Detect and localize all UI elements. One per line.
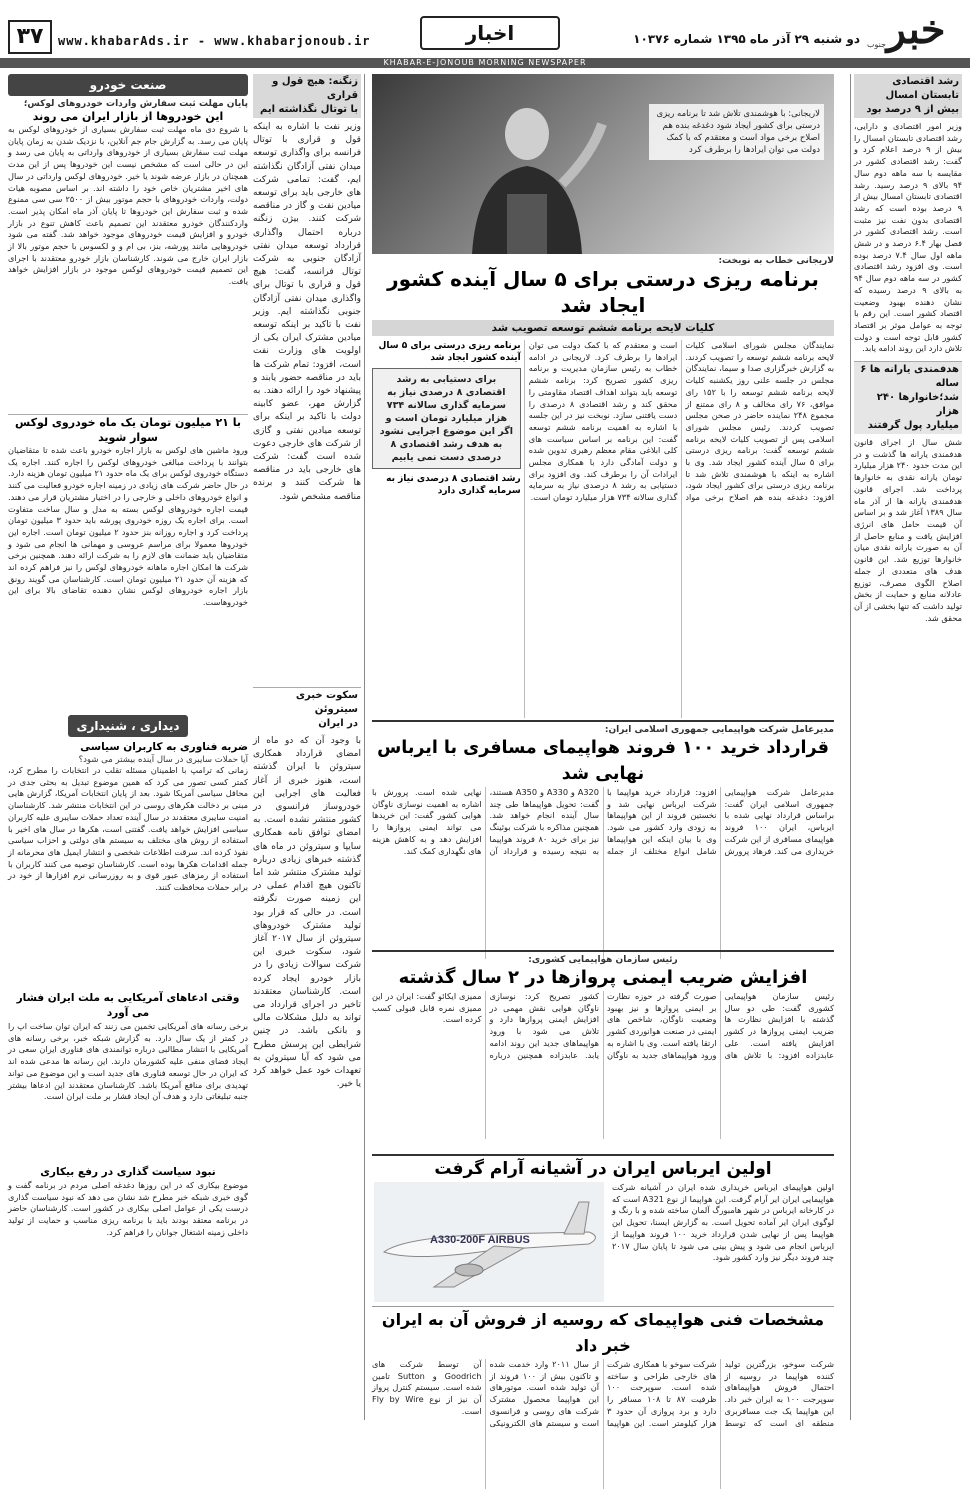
left-a1-headline: این خودروها از بازار ایران می روند — [32, 110, 224, 123]
left-b1-headline: ضربه فناوری به کاربران سیاسی — [80, 741, 248, 753]
left-a2-headline: با ۲۱ میلیون تومان یک ماه خودروی لوکس سوار شوید — [8, 414, 248, 445]
airbus-body-columns — [372, 787, 834, 959]
photo-caption: لاریجانی: با هوشمندی تلاش شد تا برنامه ریزی درستی برای کشور ایجاد شود دغدغه بنده هم اصلاح برخی مواد است و معتقدم که با کمک دولت می توان ایرادها را برطرف کرد — [649, 104, 824, 160]
logo-subtitle: جنوب — [866, 40, 886, 49]
section-title: اخبار — [420, 16, 560, 50]
divider — [372, 720, 834, 722]
section-tab-auto: صنعت خودرو — [8, 74, 248, 96]
airbus-plane-image — [374, 1182, 604, 1302]
speaker-figure-image — [452, 94, 602, 254]
right-article-2-title-line3: میلیارد پول گرفتند — [867, 420, 959, 432]
left-b2-body: برخی رسانه های آمریکایی تخمین می زنند که ایران توان ساخت اپ را در کمتر از یک سال دارد. به گزارش شبکه خبر، برخی رسانه های آمریکایی با انتشار مطالبی درباره توانمندی های فناوری ایران سعی در ایجاد فضای منفی علیه کشورمان دارند. این رسانه ها مدعی شده اند که ایران در حال توسعه فناوری های جدید است و این موضوع می تواند تهدیدی برای منافع آمریکا باشد. کارشناسان معتقدند این ادعاها بیشتر جنبه تبلیغاتی دارد و هدف آن ایجاد فشار بر ملت ایران است. — [8, 1021, 248, 1102]
center-column — [372, 74, 835, 1428]
lead-article — [372, 256, 834, 718]
middle-article-1-title-line1: زنگنه: هیچ قول و قراری — [272, 76, 358, 101]
safety-kicker: رئیس سازمان هواپیمایی کشوری: — [528, 955, 678, 965]
left-b1-body: زمانی که ترامپ با اطمینان مسئله تقلب در انتخابات را مطرح کرد، کمتر کسی تصور می کرد که همین موضوع تبدیل به بحثی جدی در محافل سیاسی آمریکا شود. بعد از پایان انتخابات آمریکا، گزارش هایی مبنی بر دخالت هکرهای روسی در این انتخابات منتشر شد. کارشناسان امنیت سایبری معتقدند در سال آینده تعداد حملات سایبری علیه کاربران سیاسی افزایش خواهد یافت. گفتنی است، هکرها در سال های اخیر با استفاده از روش های مختلف به سیستم های دولتی و احزاب سیاسی نفوذ کرده اند. سرقت اطلاعات شخصی و انتشار ایمیل های محرمانه از جمله اقدامات هکرها بوده است. کارشناسان توصیه می کنند کاربران با استفاده از رمزهای عبور قوی و به روزرسانی نرم افزارها از خود در برابر حملات محافظت کنند. — [8, 765, 248, 893]
left-b2-headline: وقتی ادعاهای آمریکایی به ملت ایران فشار می آورد — [16, 992, 240, 1019]
date-line: دو شنبه ۲۹ آذر ماه ۱۳۹۵ شماره ۱۰۳۷۶ — [633, 32, 860, 46]
masthead — [0, 0, 970, 70]
lead-pull-quote: برای دستیابی به رشد اقتصادی ۸ درصدی نیاز به سرمایه گذاری سالانه ۷۳۴ هزار میلیارد تومان است و اگر این موضوع اجرایی نشود به هدف رشد اقتصادی ۸ درصدی دست نمی یابیم — [372, 368, 521, 469]
right-article-1-title — [854, 74, 962, 118]
first-airbus-headline: اولین ایرباس ایران در آشیانه آرام گرفت — [434, 1159, 772, 1179]
left-a1-body: با شروع دی ماه مهلت ثبت سفارش بسیاری از خودروهای لوکس به پایان می رسد. به گزارش جام جم آنلاین، با نزدیک شدن به زمان پایان مهلت ثبت سفارش بسیاری از خودروهای وارداتی به پایان می رسد و این در حالی است که مشخص نیست این خودروها پس از این مدت همچنان در بازار عرضه شوند یا خیر. خودروهای لوکس وارداتی در سال های اخیر مشتریان خاص خود را داشته اند. بر اساس مصوبه هیات دولت، واردات خودروهای با حجم موتور بیش از ۲۵۰۰ سی سی ممنوع شده و ثبت سفارش این خودروها تا پایان آذر ماه امکان پذیر است. واردکنندگان خودرو معتقدند این تصمیم باعث کاهش تنوع در بازار خودرو و افزایش قیمت خودروهای موجود خواهد شد. گفته می شود خودروهایی مانند پورشه، بنز، بی ام و و لکسوس با حجم موتور بالا از بازار ایران خارج می شوند. کارشناسان بازار خودرو معتقدند با اجرای این تصمیم قیمت خودروهای لوکس موجود در بازار افزایش خواهد یافت. — [8, 124, 248, 287]
sukhoi-headline: مشخصات فنی هواپیمای که روسیه از فروش آن به ایران خبر داد — [381, 1310, 825, 1355]
left-b1-sub: آیا حملات سایبری در سال آینده بیشتر می شود؟ — [78, 755, 248, 765]
lead-kicker: لاریجانی خطاب به نوبخت: — [718, 256, 834, 266]
lead-subhead: کلیات لایحه برنامه ششم توسعه تصویب شد — [372, 320, 834, 336]
lead-inline-head-1: برنامه ریزی درستی برای ۵ سال آینده کشور ایجاد شد — [378, 341, 521, 363]
right-article-1-body: وزیر امور اقتصادی و دارایی، رشد اقتصادی تابستان امسال را بیش از ۹ درصد اعلام کرد و گفت: رشد اقتصادی کشور در مقایسه با سه ماهه دوم سال ۹۴ بالای ۹ درصد رسید. رشد اقتصادی تابستان امسال بیش از ۹ درصد بوده است که رشد اقتصادی بدون نفت نیز مثبت است. رشد اقتصادی کشور در فصل بهار ۶.۴ درصد و در شش ماهه اول سال ۷.۴ درصد بوده است. وی افزود رشد اقتصادی کشور در سه ماهه دوم سال ۹۴ به بالای ۹ درصد رسیده که نشان دهنده بهبود وضعیت اقتصاد کشور است. این رقم با توجه به عوامل موثر بر اقتصاد کشور قابل توجه است و دولت تلاش دارد این روند ادامه یابد. — [854, 121, 962, 354]
middle-article-1-title — [253, 74, 361, 118]
sukhoi-article — [372, 1306, 834, 1489]
band-text: KHABAR-E-JONOUB MORNING NEWSPAPER — [383, 58, 587, 67]
safety-article — [372, 950, 834, 1139]
middle-article-2-title-line2: در ایران — [318, 718, 358, 729]
left-column — [8, 74, 248, 1420]
right-article-2-title-line1: هدفمندی یارانه ها ۶ ساله — [860, 364, 959, 390]
right-article-2-title-line2: شد؛خانوارها ۲۴۰ هزار — [876, 392, 959, 418]
middle-article-2-body: با وجود آن که دو ماه از امضای قرارداد همکاری سیتروئن با ایران گذشته است، هنوز خبری از آغاز فعالیت های اجرایی این خودروساز فرانسوی در کشور منتشر نشده است. به امضای توافق نامه همکاری سایپا و سیتروئن در ماه های گذشته خبرهای زیادی درباره تولید مشترک منتشر شد اما تاکنون هیچ اقدام عملی در این زمینه صورت نگرفته است. در حالی که قرار بود تولید مشترک خودروهای سیتروئن از سال ۲۰۱۷ آغاز شود، سکوت خبری این شرکت سوالات زیادی را در بازار خودرو ایجاد کرده است. کارشناسان معتقدند تاخیر در اجرای قرارداد می تواند به دلیل مشکلات مالی و بانکی باشد. در چنین شرایطی این پرسش مطرح می شود که آیا سیتروئن به تعهدات خود عمل خواهد کرد یا خیر. — [253, 736, 361, 1090]
divider — [372, 950, 834, 952]
left-b3-body: موضوع بیکاری که در این روزها دغدغه اصلی مردم در برنامه گفت و گوی خبری شبکه خبر مطرح شد نشان می دهد که نبود سیاست گذاری درست یکی از عوامل اصلی بیکاری در کشور است. کارشناسان حاضر در برنامه معتقد بودند باید با برنامه ریزی مناسب و حمایت از تولید داخلی زمینه اشتغال جوانان را فراهم کرد. — [8, 1180, 248, 1237]
plane-label: A330-200F AIRBUS — [430, 1234, 530, 1246]
middle-article-2-title — [253, 687, 361, 732]
page-number: ۳۷ — [8, 20, 52, 54]
middle-article-2-title-line1: سکوت خبری سیتروئن — [295, 690, 358, 715]
first-airbus-body: اولین هواپیمای ایرباس خریداری شده ایران در آشیانه شرکت هواپیمایی ایران ایر آرام گرفت. این هواپیما از نوع A321 است که در کارخانه ایرباس در شهر هامبورگ آلمان ساخته شده و با رنگ و لوگوی ایران ایر آماده تحویل است. به گزارش ایسنا، تحویل این هواپیما پس از نهایی شدن قرارداد خرید ۱۰۰ فروند هواپیما از ایرباس انجام می شود و پیش بینی می شود تا پایان سال ۲۰۱۷ چند فروند دیگر نیز وارد کشور شود. — [612, 1182, 834, 1263]
left-a1-kicker: پایان مهلت ثبت سفارش واردات خودروهای لوکس؛ — [23, 99, 248, 109]
left-b3-headline: نبود سیاست گذاری در رفع بیکاری — [40, 1166, 216, 1178]
section-tab-media: دیداری ، شنیداری — [68, 715, 188, 737]
lead-body-columns — [372, 340, 834, 718]
right-article-1-title-line2: بیش از ۹ درصد بود — [866, 104, 959, 115]
middle-column — [253, 74, 365, 1420]
right-article-1-title-line1: رشد اقتصادی تابستان امسال — [885, 76, 959, 101]
safety-headline: افزایش ضریب ایمنی پروازها در ۲ سال گذشته — [398, 967, 808, 988]
middle-article-1-body: وزیر نفت با اشاره به اینکه قول و قراری با توتال فرانسه برای واگذاری توسعه میدان نفتی آزادگان نگذاشته ایم، گفت: تمامی شرکت های خارجی باید برای توسعه میادین نفت و گاز در مناقصه شرکت کنند. بیژن زنگنه درباره احتمال واگذاری قرارداد توسعه میدان نفتی آزادگان جنوبی به شرکت توتال فرانسه، گفت: هیچ قول و قراری با توتال برای واگذاری میدان نفتی آزادگان جنوبی نگذاشته ایم. وزیر نفت با تاکید بر اینکه توسعه میادین مشترک ایران یکی از اولویت های وزارت نفت است، افزود: تمام شرکت ها باید در مناقصه حضور یابند و پیشنهاد خود را ارائه دهند. به گزارش مهر، عضو کابینه دولت با تاکید بر اینکه برای توسعه میادین نفتی و گازی از شرکت های خارجی دعوت شده است گفت: شرکت های خارجی باید در مناقصه ها شرکت کنند و برنده مناقصه مشخص شود. — [253, 122, 361, 502]
airbus-kicker: مدیرعامل شرکت هواپیمایی جمهوری اسلامی ایران: — [604, 725, 834, 735]
middle-article-1-title-line2: با توتال نگذاشته ایم — [260, 104, 358, 115]
first-airbus-article — [372, 1154, 834, 1302]
sukhoi-body: شرکت سوخو، بزرگترین تولید کننده هواپیما در روسیه از احتمال فروش هواپیماهای سوپرجت ۱۰۰ به ایران خبر داد. این هواپیما یک جت مسافربری منطقه ای است که توسط شرکت سوخو با همکاری شرکت های خارجی طراحی و ساخته شده است. سوپرجت ۱۰۰ ظرفیت ۸۷ تا ۱۰۸ مسافر را دارد و برد پروازی آن حدود ۳ هزار کیلومتر است. این هواپیما از سال ۲۰۱۱ وارد خدمت شده و تاکنون بیش از ۱۰۰ فروند از آن تولید شده است. موتورهای این هواپیما محصول مشترک شرکت های روسی و فرانسوی است و سیستم های الکترونیکی آن توسط شرکت های Goodrich و Sutton تامین شده است. سیستم کنترل پرواز آن نیز از نوع Fly by Wire است. — [372, 1359, 835, 1428]
right-article-2-body: شش سال از اجرای قانون هدفمندی یارانه ها گذشت و در این مدت حدود ۲۴۰ هزار میلیارد تومان یارانه نقدی به خانوارها پرداخت شد. اجرای قانون هدفمندی یارانه ها از آذر ماه سال ۱۳۸۹ آغاز شد و بر اساس آن قیمت حامل های انرژی افزایش یافت و منابع حاصل از آن به صورت یارانه نقدی میان خانوارها توزیع شد. این قانون هدف های متعددی از جمله اصلاح الگوی مصرف، توزیع عادلانه منابع و حمایت از بخش تولید داشت که تنها بخشی از آن محقق شد. — [854, 437, 962, 623]
lead-photo — [372, 74, 834, 254]
sukhoi-body-columns — [372, 1359, 834, 1489]
airbus-body: مدیرعامل شرکت هواپیمایی جمهوری اسلامی ایران گفت: براساس قرارداد نهایی شده با ایرباس، ایران ۱۰۰ فروند هواپیمای مسافری از این شرکت خریداری می کند. فرهاد پرورش افزود: قرارداد خرید هواپیما با شرکت ایرباس نهایی شد و نخستین فروند از این هواپیماها به زودی وارد کشور می شود. وی با بیان اینکه این هواپیماها شامل انواع مختلف از جمله A320 و A330 و A350 هستند، گفت: تحویل هواپیماها طی چند سال آینده انجام خواهد شد. همچنین مذاکره با شرکت بوئینگ نیز برای خرید ۸۰ فروند هواپیما به نتیجه رسیده و قرارداد آن نهایی شده است. پرورش با اشاره به اهمیت نوسازی ناوگان هوایی کشور گفت: این خریدها می تواند ایمنی پروازها را افزایش دهد و به کاهش هزینه های نگهداری کمک کند. — [372, 787, 834, 856]
lead-body: نمایندگان مجلس شورای اسلامی کلیات لایحه برنامه ششم توسعه را تصویب کردند. به گزارش خبرگزاری صدا و سیما، نمایندگان مجلس در جلسه علنی روز یکشنبه کلیات لایحه برنامه ششم توسعه را با ۱۵۲ رای موافق، ۷۶ رای مخالف و ۸ رای ممتنع از مجموع ۲۴۸ نماینده حاضر در صحن مجلس تصویب کردند. رئیس مجلس شورای اسلامی پس از تصویب کلیات لایحه برنامه ششم توسعه گفت: برنامه ریزی درستی برای ۵ سال آینده کشور ایجاد شد. وی با اشاره به اینکه با هوشمندی تلاش شد تا برنامه ریزی درستی برای کشور ایجاد شود، افزود: دغدغه بنده هم اصلاح برخی مواد است و معتقدم که با کمک دولت می توان ایرادها را برطرف کرد. لاریجانی در ادامه خطاب به رئیس سازمان مدیریت و برنامه ریزی کشور تصریح کرد: برنامه ششم توسعه باید بتواند اهداف اقتصاد مقاومتی را محقق کند و رشد اقتصادی ۸ درصدی را دست یافتنی سازد. نوبخت نیز در این جلسه با اشاره به اهمیت برنامه ششم توسعه گفت: این برنامه بر اساس سیاست های کلی ابلاغی مقام معظم رهبری تدوین شده و دولت آمادگی دارد با همکاری مجلس ایرادات آن را برطرف کند. وی افزود برای دستیابی به رشد ۸ درصدی نیاز به سرمایه گذاری سالانه ۷۳۴ هزار میلیارد تومان است. — [528, 340, 834, 503]
first-airbus-row — [372, 1182, 834, 1302]
airbus-deal-article — [372, 720, 834, 959]
lead-headline: برنامه ریزی درستی برای ۵ سال آینده کشور ایجاد شد — [387, 267, 819, 317]
left-a2-body: ورود ماشین های لوکس به بازار اجاره خودرو باعث شده تا متقاضیان بتوانند با پرداخت مبالغی خودروهای لوکس را اجاره کنند. اجاره یک دستگاه خودروی لوکس برای یک ماه حدود ۲۱ میلیون تومان هزینه دارد. در حال حاضر شرکت های زیادی در زمینه اجاره خودرو فعالیت می کنند و انواع خودروهای داخلی و خارجی را در اختیار مشتریان قرار می دهند. قیمت اجاره خودروهای لوکس بسته به مدل و سال ساخت متفاوت است. برای اجاره یک روزه خودروی پورشه باید حدود ۳ میلیون تومان پرداخت کرد و اجاره روزانه بنز حدود ۲ میلیون تومان است. اجاره این خودروها معمولا برای مراسم عروسی و مهمانی ها انجام می شود و متقاضیان باید ضمانت های لازم را به شرکت ارائه دهند. همچنین برخی شرکت ها امکان اجاره ماهانه خودروهای لوکس را نیز فراهم کرده اند که هزینه آن حدود ۲۱ میلیون تومان است. کارشناسان می گویند رونق بازار اجاره خودروهای لوکس نشان دهنده تقاضای بالا برای این خودروهاست. — [8, 445, 248, 608]
lead-inline-head-2: رشد اقتصادی ۸ درصدی نیاز به سرمایه گذاری دارد — [386, 474, 521, 496]
safety-body-columns — [372, 991, 834, 1139]
airbus-headline: قرارداد خرید ۱۰۰ فروند هواپیمای مسافری با ایرباس نهایی شد — [377, 738, 829, 784]
site-urls: www.khabarAds.ir - www.khabarjonoub.ir — [58, 34, 371, 48]
newspaper-logo: خبر — [886, 6, 946, 53]
safety-body: رئیس سازمان هواپیمایی کشوری گفت: طی دو سال گذشته با افزایش نظارت ها ضریب ایمنی پروازها در کشور افزایش یافته است. علی عابدزاده افزود: با تلاش های صورت گرفته در حوزه نظارت بر ایمنی پروازها و نیز بهبود وضعیت ناوگان، شاخص های ایمنی در صنعت هوانوردی کشور ارتقا یافته است. وی با اشاره به ورود هواپیماهای جدید به ناوگان کشور تصریح کرد: نوسازی ناوگان هوایی نقش مهمی در افزایش ایمنی پروازها دارد و تلاش می شود با ورود هواپیماهای جدید این روند ادامه یابد. عابدزاده همچنین درباره ممیزی ایکائو گفت: ایران در این ممیزی نمره قابل قبولی کسب کرده است. — [372, 991, 834, 1060]
right-column — [850, 74, 962, 1420]
right-article-2-title — [854, 361, 962, 434]
